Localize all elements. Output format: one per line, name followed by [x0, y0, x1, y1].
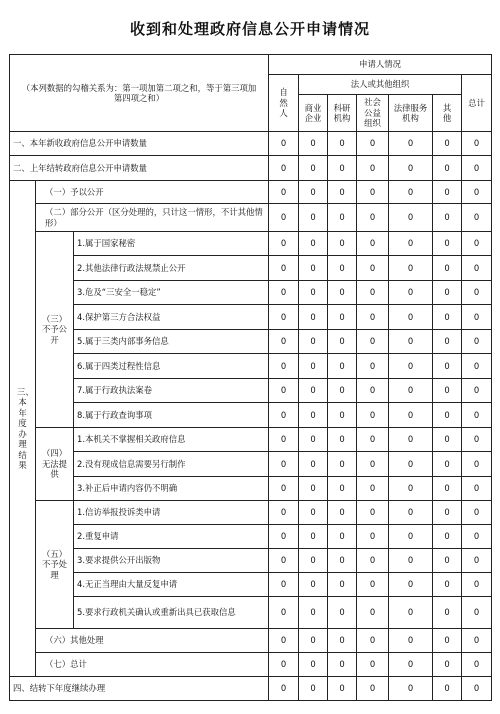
value-cell: 0	[299, 477, 328, 501]
row-cannot-provide	[10, 452, 492, 477]
value-cell: 0	[389, 428, 433, 452]
value-cell: 0	[269, 132, 299, 156]
value-cell: 0	[433, 477, 462, 501]
value-cell: 0	[462, 281, 492, 305]
value-cell: 0	[433, 379, 462, 403]
value-cell: 0	[328, 330, 357, 354]
value-cell: 0	[328, 156, 357, 181]
value-cell: 0	[299, 232, 328, 256]
value-cell: 0	[357, 132, 389, 156]
value-cell: 0	[269, 629, 299, 653]
value-cell: 0	[299, 305, 328, 330]
row-not-disclosed	[10, 281, 492, 305]
row-disclosed	[10, 181, 492, 204]
value-cell: 0	[389, 403, 433, 428]
value-cell: 0	[269, 256, 299, 281]
row-not-processed	[10, 597, 492, 629]
value-cell: 0	[269, 305, 299, 330]
value-cell: 0	[462, 597, 492, 629]
value-cell: 0	[328, 653, 357, 677]
item-label: 3.要求提供公开出版物	[74, 549, 269, 573]
value-cell: 0	[389, 204, 433, 232]
value-cell: 0	[389, 452, 433, 477]
header-row-1	[10, 55, 492, 75]
value-cell: 0	[357, 156, 389, 181]
value-cell: 0	[328, 204, 357, 232]
value-cell: 0	[357, 597, 389, 629]
value-cell: 0	[299, 549, 328, 573]
row-not-disclosed	[10, 354, 492, 379]
value-cell: 0	[269, 379, 299, 403]
section-label-carry-forward: 四、结转下年度继续办理	[10, 677, 269, 701]
value-cell: 0	[299, 132, 328, 156]
section-label-carried-over: 二、上年结转政府信息公开申请数量	[10, 156, 269, 181]
group-label-not-disclosed: （三）不予公开	[36, 232, 74, 428]
value-cell: 0	[357, 677, 389, 701]
row-not-disclosed	[10, 330, 492, 354]
value-cell: 0	[433, 428, 462, 452]
value-cell: 0	[269, 354, 299, 379]
section-label-new-requests: 一、本年新收政府信息公开申请数量	[10, 132, 269, 156]
value-cell: 0	[462, 305, 492, 330]
value-cell: 0	[389, 330, 433, 354]
value-cell: 0	[389, 132, 433, 156]
value-cell: 0	[389, 354, 433, 379]
value-cell: 0	[357, 354, 389, 379]
value-cell: 0	[269, 452, 299, 477]
value-cell: 0	[357, 525, 389, 549]
value-cell: 0	[433, 403, 462, 428]
value-cell: 0	[328, 597, 357, 629]
value-cell: 0	[357, 573, 389, 597]
row-total	[10, 653, 492, 677]
value-cell: 0	[328, 354, 357, 379]
item-label: 2.其他法律行政法规禁止公开	[74, 256, 269, 281]
value-cell: 0	[389, 525, 433, 549]
value-cell: 0	[357, 330, 389, 354]
value-cell: 0	[462, 379, 492, 403]
value-cell: 0	[357, 477, 389, 501]
value-cell: 0	[299, 256, 328, 281]
group-label-cannot-provide: （四）无法提供	[36, 428, 74, 501]
value-cell: 0	[462, 477, 492, 501]
value-cell: 0	[357, 256, 389, 281]
value-cell: 0	[269, 549, 299, 573]
value-cell: 0	[269, 204, 299, 232]
value-cell: 0	[389, 597, 433, 629]
group-label-disclosed: （一）予以公开	[36, 181, 269, 204]
value-cell: 0	[433, 256, 462, 281]
value-cell: 0	[269, 477, 299, 501]
item-label: 5.要求行政机关确认或重新出具已获取信息	[74, 597, 269, 629]
value-cell: 0	[299, 653, 328, 677]
value-cell: 0	[357, 281, 389, 305]
value-cell: 0	[328, 549, 357, 573]
value-cell: 0	[389, 629, 433, 653]
value-cell: 0	[462, 677, 492, 701]
value-cell: 0	[328, 629, 357, 653]
item-label: 8.属于行政查询事项	[74, 403, 269, 428]
header-legal-service: 法律服务机构	[389, 95, 433, 132]
value-cell: 0	[433, 573, 462, 597]
value-cell: 0	[389, 256, 433, 281]
value-cell: 0	[299, 354, 328, 379]
value-cell: 0	[269, 597, 299, 629]
value-cell: 0	[357, 403, 389, 428]
value-cell: 0	[269, 281, 299, 305]
value-cell: 0	[433, 156, 462, 181]
value-cell: 0	[299, 629, 328, 653]
value-cell: 0	[462, 452, 492, 477]
row-carry-forward	[10, 677, 492, 701]
value-cell: 0	[462, 132, 492, 156]
value-cell: 0	[269, 525, 299, 549]
value-cell: 0	[328, 403, 357, 428]
value-cell: 0	[269, 181, 299, 204]
row-cannot-provide	[10, 477, 492, 501]
value-cell: 0	[357, 452, 389, 477]
value-cell: 0	[433, 653, 462, 677]
value-cell: 0	[462, 330, 492, 354]
value-cell: 0	[299, 573, 328, 597]
page-title: 收到和处理政府信息公开申请情况	[129, 20, 370, 38]
group-label-partial: （二）部分公开（区分处理的，只计这一情形，不计其他情形）	[36, 204, 269, 232]
group-label-other: （六）其他处理	[36, 629, 269, 653]
value-cell: 0	[299, 677, 328, 701]
item-label: 3.危及“三安全一稳定”	[74, 281, 269, 305]
value-cell: 0	[433, 181, 462, 204]
value-cell: 0	[462, 573, 492, 597]
value-cell: 0	[328, 477, 357, 501]
value-cell: 0	[462, 403, 492, 428]
value-cell: 0	[389, 477, 433, 501]
value-cell: 0	[328, 256, 357, 281]
value-cell: 0	[389, 379, 433, 403]
value-cell: 0	[328, 501, 357, 525]
row-not-processed	[10, 573, 492, 597]
value-cell: 0	[462, 232, 492, 256]
value-cell: 0	[328, 525, 357, 549]
row-not-disclosed	[10, 403, 492, 428]
header-applicant: 申请人情况	[269, 55, 492, 75]
item-label: 6.属于四类过程性信息	[74, 354, 269, 379]
value-cell: 0	[299, 428, 328, 452]
section-label-results: 三、本年度办理结果	[10, 181, 36, 677]
value-cell: 0	[389, 573, 433, 597]
value-cell: 0	[433, 204, 462, 232]
value-cell: 0	[389, 232, 433, 256]
value-cell: 0	[328, 181, 357, 204]
value-cell: 0	[389, 181, 433, 204]
value-cell: 0	[462, 653, 492, 677]
value-cell: 0	[269, 501, 299, 525]
item-label: 2.没有现成信息需要另行制作	[74, 452, 269, 477]
value-cell: 0	[328, 677, 357, 701]
item-label: 1.信访举报投诉类申请	[74, 501, 269, 525]
value-cell: 0	[433, 452, 462, 477]
value-cell: 0	[299, 525, 328, 549]
group-label-total: （七）总计	[36, 653, 269, 677]
value-cell: 0	[433, 281, 462, 305]
value-cell: 0	[269, 156, 299, 181]
value-cell: 0	[328, 132, 357, 156]
value-cell: 0	[433, 525, 462, 549]
item-label: 7.属于行政执法案卷	[74, 379, 269, 403]
value-cell: 0	[328, 428, 357, 452]
value-cell: 0	[269, 573, 299, 597]
row-not-disclosed	[10, 256, 492, 281]
value-cell: 0	[433, 354, 462, 379]
value-cell: 0	[269, 653, 299, 677]
value-cell: 0	[462, 156, 492, 181]
value-cell: 0	[389, 156, 433, 181]
row-cannot-provide	[10, 428, 492, 452]
value-cell: 0	[433, 677, 462, 701]
header-research: 科研机构	[328, 95, 357, 132]
value-cell: 0	[299, 156, 328, 181]
value-cell: 0	[269, 428, 299, 452]
item-label: 5.属于三类内部事务信息	[74, 330, 269, 354]
value-cell: 0	[433, 132, 462, 156]
row-not-processed	[10, 501, 492, 525]
value-cell: 0	[357, 501, 389, 525]
row-not-processed	[10, 549, 492, 573]
value-cell: 0	[357, 428, 389, 452]
value-cell: 0	[299, 403, 328, 428]
value-cell: 0	[433, 501, 462, 525]
item-label: 1.本机关不掌握相关政府信息	[74, 428, 269, 452]
value-cell: 0	[269, 232, 299, 256]
value-cell: 0	[357, 379, 389, 403]
value-cell: 0	[462, 629, 492, 653]
value-cell: 0	[357, 305, 389, 330]
value-cell: 0	[433, 232, 462, 256]
header-note: （本列数据的勾稽关系为：第一项加第二项之和，等于第三项加第四项之和）	[10, 55, 269, 132]
group-label-not-processed: （五）不予处理	[36, 501, 74, 629]
value-cell: 0	[299, 181, 328, 204]
value-cell: 0	[462, 256, 492, 281]
row-not-disclosed	[10, 305, 492, 330]
value-cell: 0	[299, 452, 328, 477]
item-label: 4.保护第三方合法权益	[74, 305, 269, 330]
value-cell: 0	[433, 549, 462, 573]
value-cell: 0	[462, 354, 492, 379]
value-cell: 0	[299, 597, 328, 629]
value-cell: 0	[328, 281, 357, 305]
value-cell: 0	[462, 428, 492, 452]
value-cell: 0	[389, 549, 433, 573]
value-cell: 0	[269, 403, 299, 428]
value-cell: 0	[299, 501, 328, 525]
value-cell: 0	[269, 330, 299, 354]
value-cell: 0	[357, 204, 389, 232]
value-cell: 0	[433, 330, 462, 354]
value-cell: 0	[389, 281, 433, 305]
disclosure-table	[9, 54, 492, 701]
value-cell: 0	[462, 204, 492, 232]
row-other-processing	[10, 629, 492, 653]
value-cell: 0	[299, 379, 328, 403]
header-commercial: 商业企业	[299, 95, 328, 132]
row-partially-disclosed	[10, 204, 492, 232]
value-cell: 0	[299, 330, 328, 354]
value-cell: 0	[328, 452, 357, 477]
header-natural-person: 自然人	[269, 75, 299, 132]
header-other: 其他	[433, 95, 462, 132]
value-cell: 0	[328, 305, 357, 330]
value-cell: 0	[462, 525, 492, 549]
value-cell: 0	[462, 501, 492, 525]
header-total: 总计	[462, 75, 492, 132]
row-not-disclosed	[10, 379, 492, 403]
value-cell: 0	[357, 181, 389, 204]
value-cell: 0	[433, 305, 462, 330]
value-cell: 0	[269, 677, 299, 701]
value-cell: 0	[389, 305, 433, 330]
value-cell: 0	[389, 653, 433, 677]
row-not-disclosed	[10, 232, 492, 256]
row-new-requests	[10, 132, 492, 156]
item-label: 2.重复申请	[74, 525, 269, 549]
value-cell: 0	[389, 677, 433, 701]
value-cell: 0	[328, 232, 357, 256]
header-legal-org: 法人或其他组织	[299, 75, 462, 95]
value-cell: 0	[299, 204, 328, 232]
value-cell: 0	[328, 573, 357, 597]
item-label: 3.补正后申请内容仍不明确	[74, 477, 269, 501]
row-not-processed	[10, 525, 492, 549]
value-cell: 0	[433, 597, 462, 629]
value-cell: 0	[357, 549, 389, 573]
header-social: 社会公益组织	[357, 95, 389, 132]
value-cell: 0	[462, 181, 492, 204]
item-label: 4.无正当理由大量反复申请	[74, 573, 269, 597]
row-carried-over	[10, 156, 492, 181]
value-cell: 0	[357, 629, 389, 653]
value-cell: 0	[299, 281, 328, 305]
value-cell: 0	[357, 653, 389, 677]
item-label: 1.属于国家秘密	[74, 232, 269, 256]
value-cell: 0	[462, 549, 492, 573]
value-cell: 0	[328, 379, 357, 403]
value-cell: 0	[357, 232, 389, 256]
value-cell: 0	[389, 501, 433, 525]
value-cell: 0	[433, 629, 462, 653]
